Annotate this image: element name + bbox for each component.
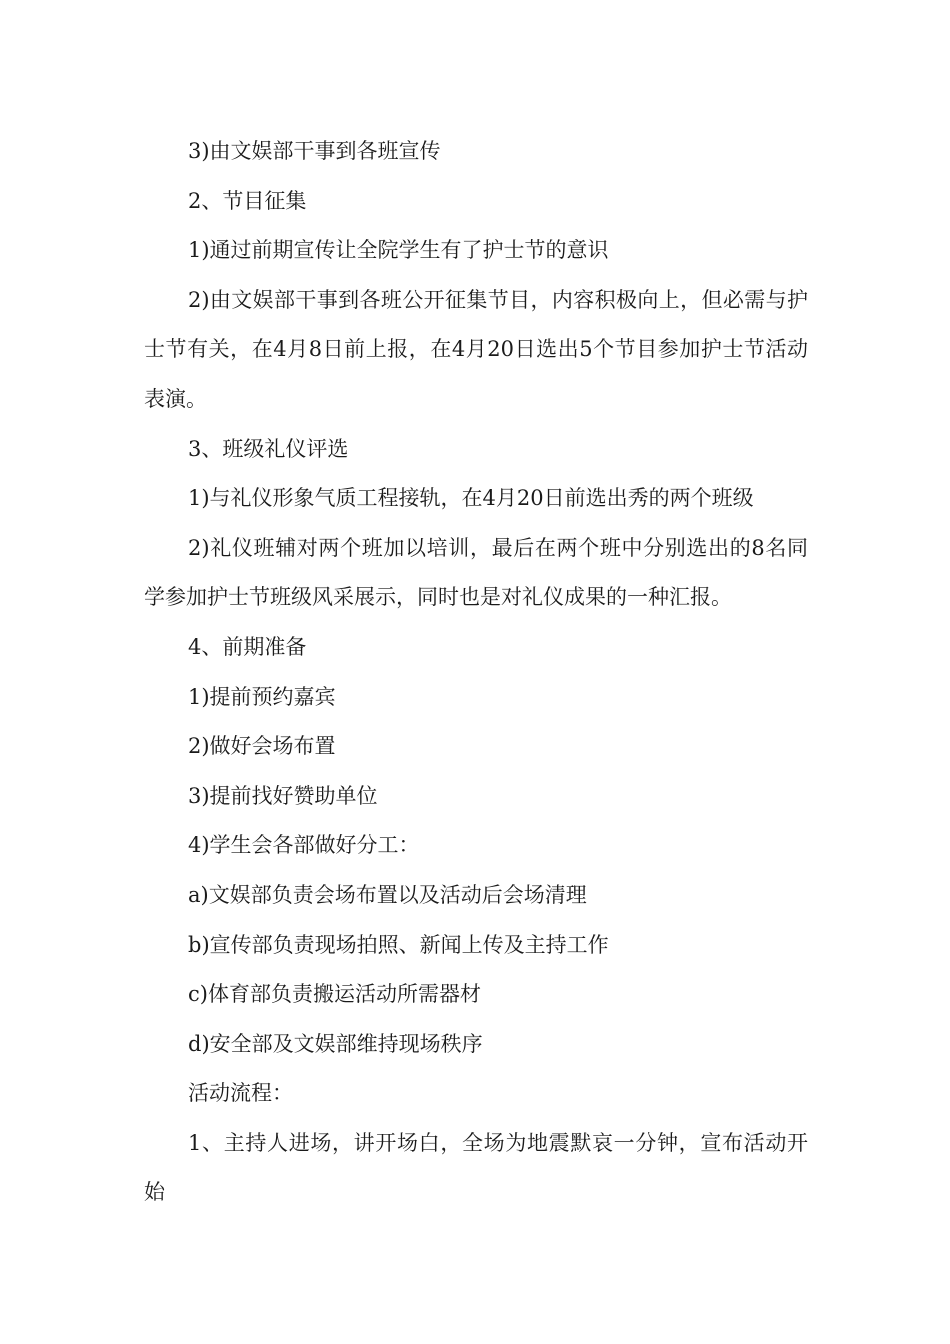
paragraph-prep-step-1: 1)提前预约嘉宾 (188, 684, 336, 709)
paragraph-promotion-step-3: 3)由文娱部干事到各班宣传 (188, 139, 441, 163)
paragraph-etiquette-step-2: 2)礼仪班辅对两个班加以培训，最后在两个班中分别选出的8名同学参加护士节班级风采展示，同时也是对礼仪成果的一种汇报。 (144, 535, 808, 610)
heading-class-etiquette: 3、班级礼仪评选 (188, 436, 349, 461)
paragraph-flow-step-1: 1、主持人进场，讲开场白，全场为地震默哀一分钟，宣布活动开始 (144, 1130, 808, 1205)
paragraph-prep-step-4: 4)学生会各部做好分工： (188, 833, 420, 858)
paragraph-duty-a: a)文娱部负责会场布置以及活动后会场清理 (188, 882, 587, 907)
paragraph-prep-step-3: 3)提前找好赞助单位 (188, 783, 378, 808)
paragraph-duty-c: c)体育部负责搬运活动所需器材 (188, 982, 481, 1007)
heading-preparation: 4、前期准备 (188, 634, 307, 659)
paragraph-etiquette-step-1: 1)与礼仪形象气质工程接轨，在4月20日前选出秀的两个班级 (188, 486, 754, 511)
paragraph-duty-d: d)安全部及文娱部维持现场秩序 (188, 1031, 483, 1056)
heading-activity-flow: 活动流程： (188, 1081, 293, 1106)
paragraph-prep-step-2: 2)做好会场布置 (188, 734, 336, 759)
paragraph-duty-b: b)宣传部负责现场拍照、新闻上传及主持工作 (188, 932, 609, 957)
document-body (144, 127, 808, 1218)
heading-program-collection: 2、节目征集 (188, 188, 307, 213)
paragraph-collection-step-1: 1)通过前期宣传让全院学生有了护士节的意识 (188, 238, 609, 263)
paragraph-collection-step-2: 2)由文娱部干事到各班公开征集节目，内容积极向上，但必需与护士节有关，在4月8日前上报，在4月20日选出5个节目参加护士节活动表演。 (144, 287, 808, 411)
